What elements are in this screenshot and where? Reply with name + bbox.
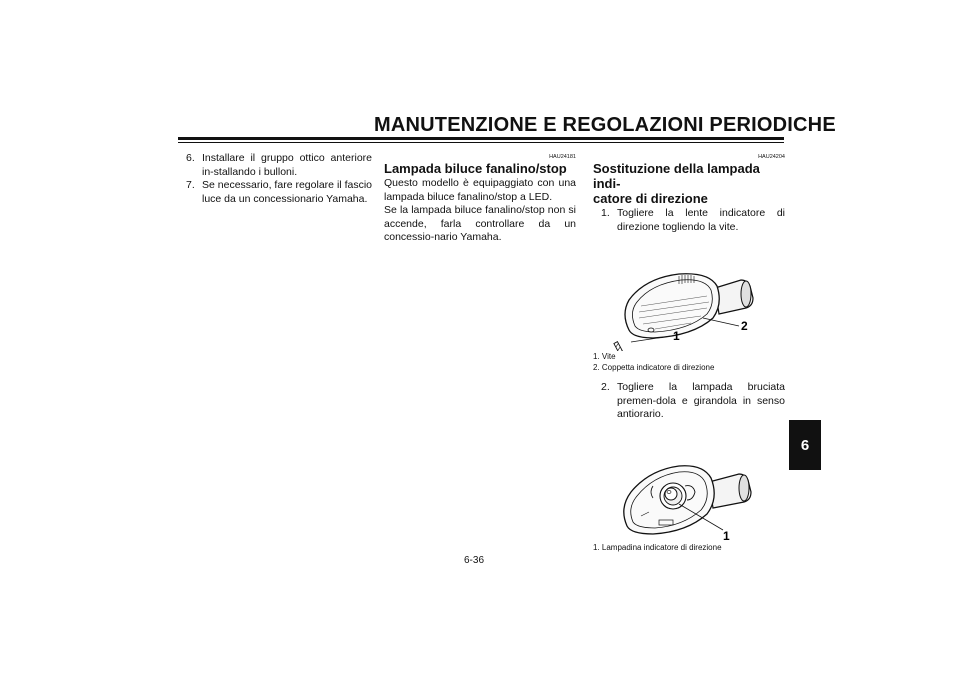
chapter-tab-label: 6 xyxy=(800,436,810,454)
paragraph: Questo modello è equipaggiato con una lampada biluce fanalino/stop a LED. xyxy=(384,177,576,203)
turn-signal-bulb-figure xyxy=(593,422,785,542)
section-title-line: catore di direzione xyxy=(593,191,708,206)
figure-caption: 1. Lampadina indicatore di direzione xyxy=(593,542,722,552)
column-3 xyxy=(593,152,785,553)
step-7 xyxy=(186,179,372,206)
step-1 xyxy=(601,207,785,234)
section-title-line: Sostituzione della lampada indi- xyxy=(593,161,760,191)
section-code: HAU24181 xyxy=(549,154,576,160)
step-text: Togliere la lampada bruciata premen-dola e girandola in senso antiorario. xyxy=(617,381,785,420)
step-number: 6. xyxy=(186,152,195,164)
figure-caption: 2. Coppetta indicatore di direzione xyxy=(593,363,715,372)
chapter-tab xyxy=(789,420,821,470)
step-number: 7. xyxy=(186,179,195,191)
callout-2: 2 xyxy=(741,319,748,333)
header-rule-thin xyxy=(178,142,784,143)
page-number: 6-36 xyxy=(464,555,485,566)
section-title-turn-signal xyxy=(593,161,785,206)
figure-caption: 1. Vite xyxy=(593,352,616,361)
callout-1: 1 xyxy=(673,329,680,343)
paragraph: Se la lampada biluce fanalino/stop non si accende, farla controllare da un concessio-nario Yamaha. xyxy=(384,204,576,243)
column-2 xyxy=(384,152,576,245)
page-title: MANUTENZIONE E REGOLAZIONI PERIODICHE xyxy=(374,114,836,136)
step-6 xyxy=(186,152,372,179)
step-text: Installare il gruppo ottico anteriore in-stallando i bulloni. xyxy=(202,152,372,178)
step-text: Se necessario, fare regolare il fascio luce da un concessionario Yamaha. xyxy=(202,179,372,205)
step-2 xyxy=(601,381,785,422)
turn-signal-lens-figure xyxy=(593,234,785,351)
section-code: HAU24204 xyxy=(758,154,785,160)
step-number: 2. xyxy=(601,381,610,393)
section-title-tail-light: Lampada biluce fanalino/stop xyxy=(384,161,567,176)
header-rule-thick xyxy=(178,137,784,140)
callout-1: 1 xyxy=(723,528,730,542)
step-text: Togliere la lente indicatore di direzione togliendo la vite. xyxy=(617,207,785,233)
column-1 xyxy=(186,152,372,206)
step-number: 1. xyxy=(601,207,610,219)
